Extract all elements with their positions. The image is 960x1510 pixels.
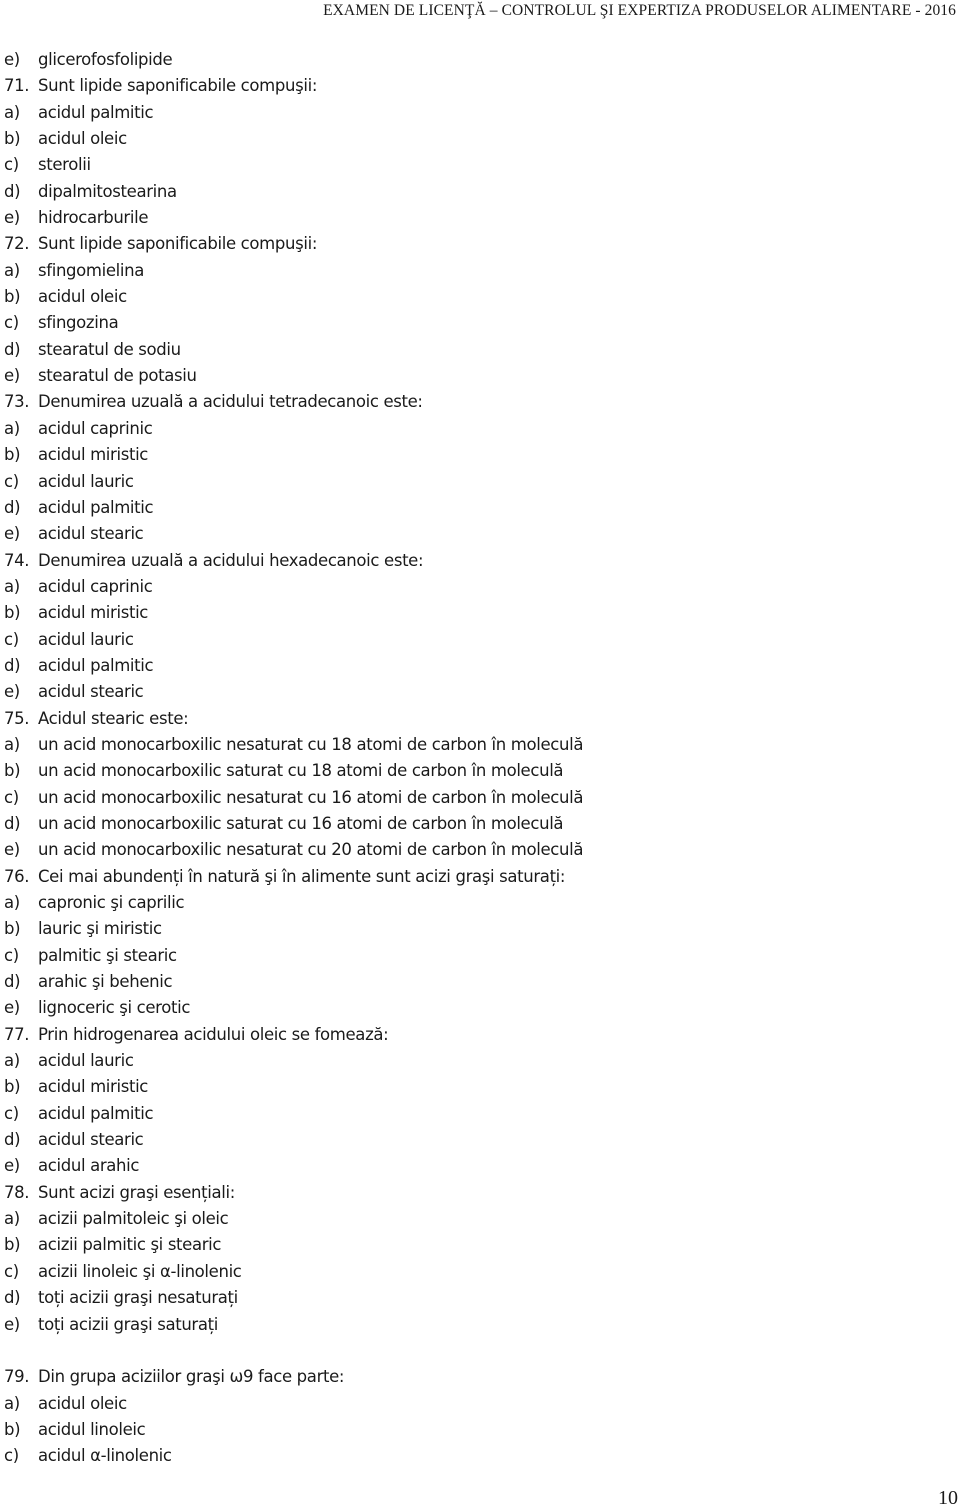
page-number: 10	[938, 1487, 958, 1509]
option-text: acidul oleic	[38, 129, 127, 149]
option-line	[4, 179, 944, 205]
option-line	[4, 469, 944, 495]
option-letter: e)	[4, 1314, 20, 1334]
option-line	[4, 1417, 944, 1443]
question-text: Cei mai abundenți în natură şi în alimente sunt acizi graşi saturați:	[38, 866, 566, 886]
question-line	[4, 389, 944, 415]
option-text: acidul miristic	[38, 603, 149, 623]
option-letter: d)	[4, 339, 21, 359]
option-line	[4, 442, 944, 468]
option-text: un acid monocarboxilic saturat cu 18 atomi de carbon în moleculă	[38, 761, 564, 781]
option-line	[4, 653, 944, 679]
question-number: 73.	[4, 392, 30, 412]
question-line	[4, 231, 944, 257]
option-text: sterolii	[38, 155, 91, 175]
question-number: 77.	[4, 1024, 30, 1044]
option-letter: b)	[4, 129, 21, 149]
option-text: acidul lauric	[38, 471, 134, 491]
option-letter: e)	[4, 50, 20, 69]
question-text: Sunt lipide saponificabile compuşii:	[38, 76, 318, 96]
option-line	[4, 1074, 944, 1100]
question-number: 79.	[4, 1367, 30, 1387]
option-letter: c)	[4, 313, 19, 333]
option-text: acidul oleic	[38, 287, 127, 307]
option-line	[4, 310, 944, 336]
option-text: lauric şi miristic	[38, 919, 162, 939]
option-line	[4, 1391, 944, 1417]
option-text: acizii palmitoleic şi oleic	[38, 1209, 229, 1229]
option-line	[4, 363, 944, 389]
question-text: Denumirea uzuală a acidului tetradecanoic este:	[38, 392, 423, 412]
option-letter: c)	[4, 1261, 19, 1281]
question-line	[4, 548, 944, 574]
option-letter: a)	[4, 1209, 20, 1229]
question-line	[4, 1022, 944, 1048]
question-text: Din grupa aciziilor graşi ω9 face parte:	[38, 1367, 345, 1387]
questions-container	[4, 73, 944, 1469]
option-letter: a)	[4, 1051, 20, 1071]
option-line	[4, 1127, 944, 1153]
option-letter: a)	[4, 893, 20, 912]
option-text: arahic şi behenic	[38, 972, 173, 992]
option-letter: b)	[4, 445, 21, 465]
question-number: 72.	[4, 234, 30, 254]
option-text: acidul stearic	[38, 682, 144, 702]
option-text: acidul caprinic	[38, 418, 153, 438]
question-number: 78.	[4, 1182, 30, 1202]
question-number: 75.	[4, 708, 30, 728]
option-letter: e)	[4, 840, 20, 860]
option-letter: c)	[4, 1446, 19, 1466]
option-letter: b)	[4, 1077, 21, 1097]
option-text: stearatul de potasiu	[38, 366, 197, 386]
question-text: Denumirea uzuală a acidului hexadecanoic este:	[38, 550, 424, 570]
option-text: acidul caprinic	[38, 576, 153, 596]
option-text: glicerofosfolipide	[38, 50, 173, 69]
option-letter: e)	[4, 366, 20, 386]
question-line	[4, 73, 944, 99]
option-line	[4, 495, 944, 521]
question-number: 71.	[4, 76, 30, 96]
option-line	[4, 152, 944, 178]
option-text: acidul linoleic	[38, 1419, 146, 1439]
option-line	[4, 521, 944, 547]
option-text: acizii linoleic şi α-linolenic	[38, 1261, 242, 1281]
option-letter: b)	[4, 287, 21, 307]
option-letter: d)	[4, 813, 21, 833]
question-line	[4, 1364, 944, 1390]
question-list	[4, 47, 944, 1470]
option-line	[4, 1101, 944, 1127]
option-line	[4, 1206, 944, 1232]
question-text: Prin hidrogenarea acidului oleic se fomează:	[38, 1024, 389, 1044]
question-text: Acidul stearic este:	[38, 708, 189, 728]
option-line	[4, 284, 944, 310]
option-letter: d)	[4, 1288, 21, 1308]
option-letter: b)	[4, 1235, 21, 1255]
option-letter: e)	[4, 682, 20, 702]
option-line	[4, 837, 944, 863]
option-line	[4, 1048, 944, 1074]
option-line	[4, 627, 944, 653]
option-line	[4, 1232, 944, 1258]
option-letter: a)	[4, 260, 20, 280]
option-letter: a)	[4, 418, 20, 438]
option-line	[4, 1443, 944, 1469]
option-line	[4, 679, 944, 705]
option-line	[4, 1259, 944, 1285]
option-letter: e)	[4, 998, 20, 1018]
option-text: un acid monocarboxilic nesaturat cu 20 atomi de carbon în moleculă	[38, 840, 584, 860]
option-letter: d)	[4, 655, 21, 675]
option-letter: a)	[4, 1393, 20, 1413]
option-line	[4, 995, 944, 1021]
option-letter: e)	[4, 1156, 20, 1176]
option-letter: a)	[4, 576, 20, 596]
option-letter: c)	[4, 155, 19, 175]
option-text: dipalmitostearina	[38, 181, 177, 201]
option-line	[4, 943, 944, 969]
question-text: Sunt acizi graşi esențiali:	[38, 1182, 235, 1202]
option-letter: b)	[4, 761, 21, 781]
option-text: stearatul de sodiu	[38, 339, 181, 359]
option-letter: c)	[4, 629, 19, 649]
option-letter: c)	[4, 945, 19, 965]
option-line	[4, 1153, 944, 1179]
option-text: palmitic şi stearic	[38, 945, 177, 965]
option-letter: d)	[4, 497, 21, 517]
question-text: Sunt lipide saponificabile compuşii:	[38, 234, 318, 254]
option-line	[4, 811, 944, 837]
option-text: acidul miristic	[38, 1077, 149, 1097]
option-letter: b)	[4, 603, 21, 623]
question-line	[4, 864, 944, 890]
option-text: acidul palmitic	[38, 1103, 154, 1123]
option-letter: d)	[4, 181, 21, 201]
option-letter: a)	[4, 102, 20, 122]
option-text: acidul α-linolenic	[38, 1446, 172, 1466]
option-text: acidul oleic	[38, 1393, 127, 1413]
option-line	[4, 126, 944, 152]
option-line	[4, 916, 944, 942]
option-letter: d)	[4, 972, 21, 992]
option-text: lignoceric şi cerotic	[38, 998, 191, 1018]
option-line	[4, 890, 944, 916]
option-line	[4, 1312, 944, 1338]
option-line	[4, 1285, 944, 1311]
option-letter: c)	[4, 471, 19, 491]
option-text: acidul arahic	[38, 1156, 140, 1176]
option-line	[4, 258, 944, 284]
option-line	[4, 205, 944, 231]
option-text: un acid monocarboxilic saturat cu 16 atomi de carbon în moleculă	[38, 813, 564, 833]
blank-line	[4, 1338, 944, 1364]
option-text: acidul lauric	[38, 1051, 134, 1071]
option-line	[4, 337, 944, 363]
option-letter: a)	[4, 734, 20, 754]
option-letter: e)	[4, 208, 20, 228]
option-text: acidul miristic	[38, 445, 149, 465]
option-text: toți acizii graşi saturați	[38, 1314, 218, 1334]
option-line	[4, 574, 944, 600]
option-line	[4, 758, 944, 784]
option-letter: b)	[4, 919, 21, 939]
option-line	[4, 785, 944, 811]
question-number: 74.	[4, 550, 30, 570]
option-text: acidul lauric	[38, 629, 134, 649]
option-text: acidul stearic	[38, 1130, 144, 1150]
option-text: sfingozina	[38, 313, 119, 333]
option-letter: c)	[4, 1103, 19, 1123]
option-text: un acid monocarboxilic nesaturat cu 18 atomi de carbon în moleculă	[38, 734, 584, 754]
option-line	[4, 100, 944, 126]
option-text: un acid monocarboxilic nesaturat cu 16 atomi de carbon în moleculă	[38, 787, 584, 807]
option-line	[4, 969, 944, 995]
option-text: capronic şi caprilic	[38, 893, 185, 912]
option-letter: b)	[4, 1419, 21, 1439]
option-text: hidrocarburile	[38, 208, 149, 228]
question-line	[4, 706, 944, 732]
option-text: acizii palmitic şi stearic	[38, 1235, 222, 1255]
option-text: toți acizii graşi nesaturați	[38, 1288, 238, 1308]
option-line	[4, 416, 944, 442]
option-letter: d)	[4, 1130, 21, 1150]
option-line	[4, 600, 944, 626]
option-text: sfingomielina	[38, 260, 145, 280]
option-text: acidul stearic	[38, 524, 144, 544]
option-letter: c)	[4, 787, 19, 807]
page-header: EXAMEN DE LICENŢĂ – CONTROLUL ŞI EXPERTIZA PRODUSELOR ALIMENTARE - 2016	[323, 2, 956, 19]
question-number: 76.	[4, 866, 30, 886]
option-text: acidul palmitic	[38, 497, 154, 517]
option-line	[4, 47, 944, 73]
option-text: acidul palmitic	[38, 102, 154, 122]
question-line	[4, 1180, 944, 1206]
option-line	[4, 732, 944, 758]
option-text: acidul palmitic	[38, 655, 154, 675]
option-letter: e)	[4, 524, 20, 544]
